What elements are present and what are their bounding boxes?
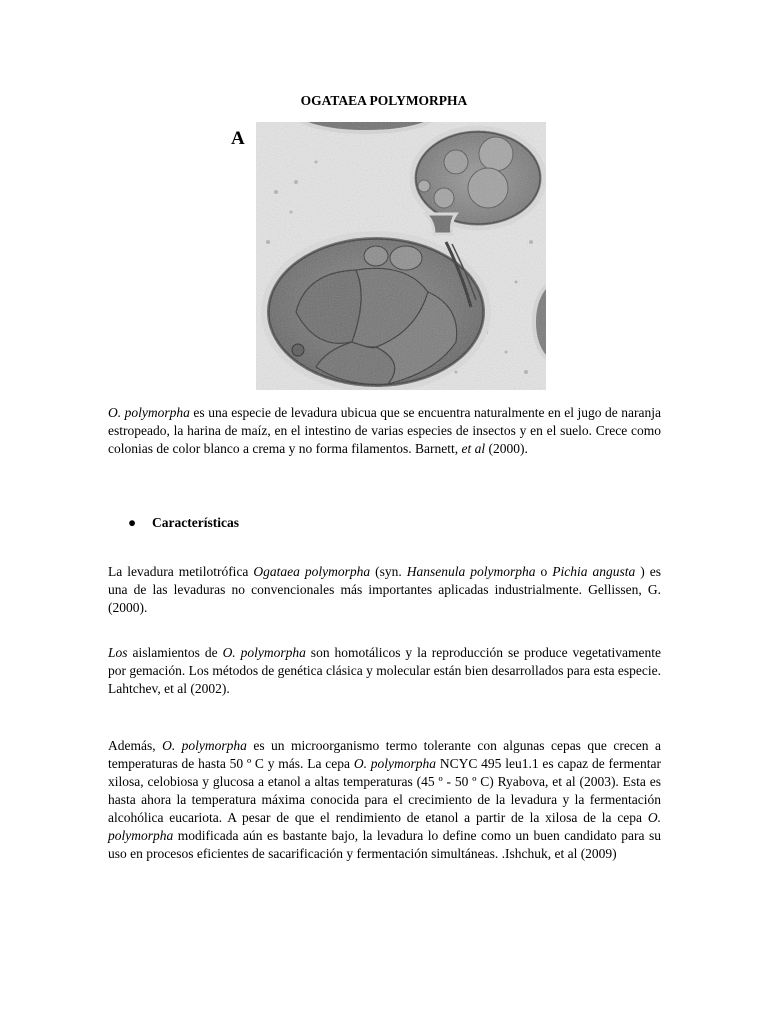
bullet-dot: ● [128, 515, 137, 530]
p4-text-a: Además, [108, 738, 163, 753]
p4-text-e: NCYC 495 leu1.1 es capaz de fermentar xilosa, celobiosa y glucosa a etanol a altas temperaturas (45 º - 50 º C) Ryabova, et al (2003). Esta es hasta ahora la temperatura máxima conocida para el crecimiento de la levadura y la fermentación alcohólica eucariota. A pesar de que el rendimiento de etanol a partir de la xilosa de la cepa [108, 756, 662, 825]
paragraph-metilotrofica [108, 563, 661, 617]
intro-paragraph [108, 404, 661, 458]
p2-species: Ogataea polymorpha [253, 564, 371, 579]
p2-synonym-pichia: Pichia angusta [552, 564, 636, 579]
p3-species: O. polymorpha [222, 645, 306, 660]
intro-year: (2000). [485, 441, 528, 456]
p2-text-g: ) es una de las levaduras no convencionales más importantes aplicadas industrialmente. Gellissen, G. (2000). [108, 564, 662, 615]
section-heading: Características [152, 515, 239, 530]
figure-label: A [231, 128, 245, 149]
intro-text: es una especie de levadura ubicua que se encuentra naturalmente en el jugo de naranja estropeado, la harina de maíz, en el intestino de varias especies de insectos y en el suelo. Crece como colonias de color blanco a crema y no forma filamentos. Barnett, [108, 405, 662, 456]
p4-species-1: O. polymorpha [162, 738, 247, 753]
p4-text-c: es un microorganismo termo tolerante con algunas cepas que crecen a temperaturas de hasta 50 º C y más. La cepa [108, 738, 661, 771]
p3-text-a: Los [108, 645, 128, 660]
et-al: et al [461, 441, 486, 456]
p4-species-2: O. polymorpha [353, 756, 437, 771]
paragraph-aislamientos [108, 644, 661, 698]
document-title: OGATAEA POLYMORPHA [300, 93, 468, 108]
p4-text-g: modificada aún es bastante bajo, la levadura lo define como un buen candidato para su uso en procesos eficientes de sacarificación y fermentación simultáneas. .Ishchuk, et al (2009) [108, 828, 661, 861]
p3-text-d: son homotálicos y la reproducción se produce vegetativamente por gemación. Los métodos de genética clásica y molecular están bien desarrollados para esta especie. Lahtchev, et al (2002). [108, 645, 661, 696]
p4-species-3: O. polymorpha [108, 810, 661, 843]
p2-synonym-hansenula: Hansenula polymorpha [406, 564, 536, 579]
p2-text-c: (syn. [370, 564, 407, 579]
p2-text-a: La levadura metilotrófica [108, 564, 254, 579]
section-heading-bullet [128, 514, 239, 532]
species-name: O. polymorpha [108, 405, 190, 420]
yeast-micrograph-image [256, 122, 546, 390]
p2-text-e: o [535, 564, 553, 579]
p3-text-b: aislamientos de [127, 645, 223, 660]
paragraph-termotolerante [108, 737, 661, 863]
